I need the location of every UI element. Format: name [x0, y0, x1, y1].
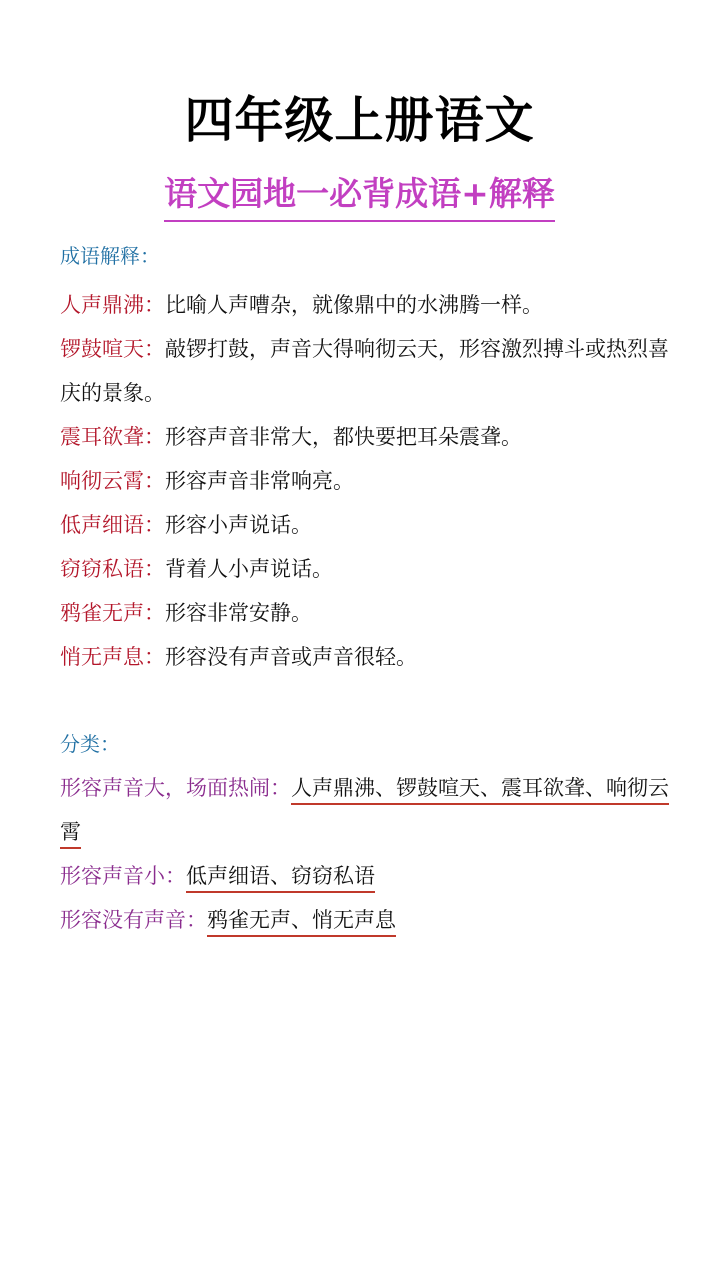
idiom-term: 响彻云霄: [60, 469, 144, 493]
list-item: [60, 898, 670, 942]
page-title: 四年级上册语文: [184, 92, 535, 149]
colon: ：: [144, 293, 165, 317]
idiom-definition: 形容声音非常响亮。: [165, 469, 354, 493]
page-subtitle: 语文园地一必背成语+解释: [164, 170, 555, 222]
category-idioms: 人声鼎沸、锣鼓喧天、震耳欲聋、响彻云霄: [60, 776, 669, 849]
category-label: 形容声音小：: [60, 864, 186, 888]
idiom-definition: 比喻人声嘈杂，就像鼎中的水沸腾一样。: [165, 293, 543, 317]
colon: ：: [144, 645, 165, 669]
idiom-term: 震耳欲聋: [60, 425, 144, 449]
idiom-definition: 形容声音非常大，都快要把耳朵震聋。: [165, 425, 522, 449]
explanations-label: 成语解释：: [60, 244, 160, 268]
idiom-term: 人声鼎沸: [60, 293, 144, 317]
category-idioms: 鸦雀无声、悄无声息: [207, 908, 396, 937]
list-item: [60, 766, 670, 854]
colon: ：: [144, 337, 165, 361]
category-list: [60, 766, 670, 942]
idiom-term: 鸦雀无声: [60, 601, 144, 625]
colon: ：: [144, 557, 165, 581]
list-item: [60, 283, 670, 327]
colon: ：: [144, 601, 165, 625]
subtitle-container: [0, 170, 719, 222]
idiom-definition: 敲锣打鼓，声音大得响彻云天，形容激烈搏斗或热烈喜庆的景象。: [60, 337, 669, 405]
idiom-term: 锣鼓喧天: [60, 337, 144, 361]
list-item: [60, 327, 670, 415]
idiom-term: 悄无声息: [60, 645, 144, 669]
category-label: 形容没有声音：: [60, 908, 207, 932]
categories-label: 分类：: [60, 732, 120, 756]
idiom-definition: 形容小声说话。: [165, 513, 312, 537]
idiom-definition: 背着人小声说话。: [165, 557, 333, 581]
idiom-definition: 形容没有声音或声音很轻。: [165, 645, 417, 669]
list-item: [60, 459, 670, 503]
list-item: [60, 591, 670, 635]
list-item: [60, 547, 670, 591]
list-item: [60, 503, 670, 547]
colon: ：: [144, 425, 165, 449]
idiom-term: 窃窃私语: [60, 557, 144, 581]
category-idioms: 低声细语、窃窃私语: [186, 864, 375, 893]
category-label: 形容声音大，场面热闹：: [60, 776, 291, 800]
idiom-definition: 形容非常安静。: [165, 601, 312, 625]
list-item: [60, 635, 670, 679]
idiom-explanation-list: [60, 283, 670, 679]
list-item: [60, 854, 670, 898]
list-item: [60, 415, 670, 459]
idiom-term: 低声细语: [60, 513, 144, 537]
colon: ：: [144, 513, 165, 537]
colon: ：: [144, 469, 165, 493]
